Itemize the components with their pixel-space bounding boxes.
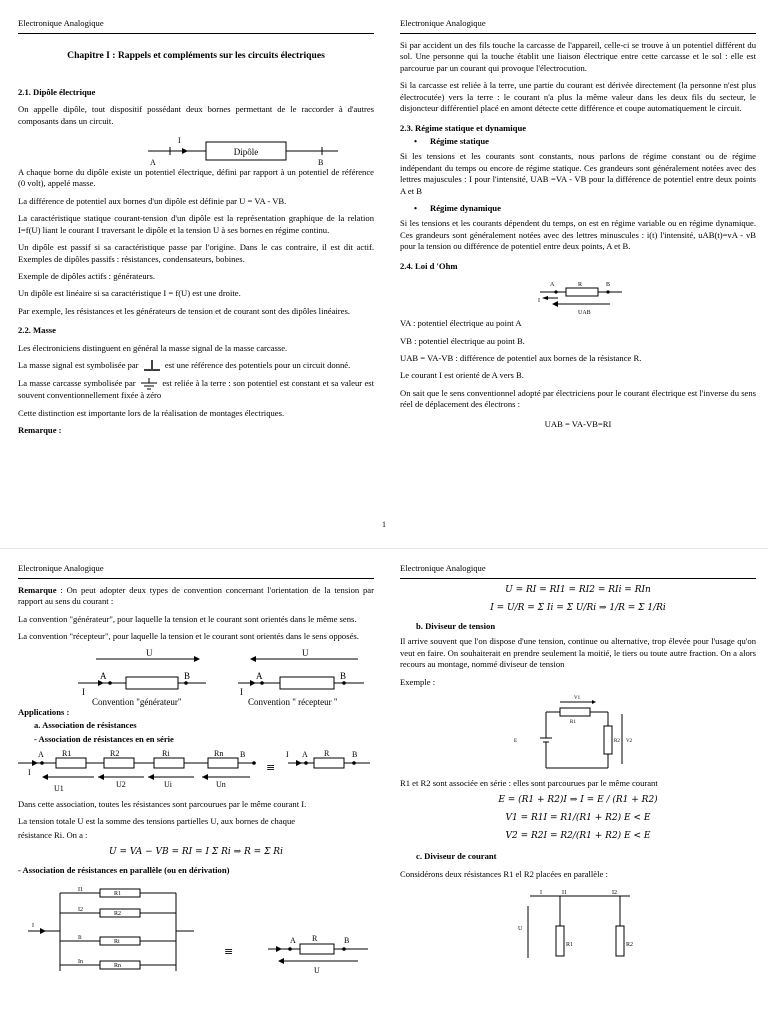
node-b-label: B — [184, 670, 191, 681]
node-b-label: B — [606, 282, 611, 289]
resistor-r-label: R — [312, 933, 318, 943]
running-header: Electronique Analogique — [400, 18, 756, 34]
current-i2-label: I2 — [612, 890, 617, 897]
voltage-v1-label: V1 — [574, 696, 581, 702]
bullet-heading: • Régime statique — [400, 136, 756, 147]
signal-ground-icon — [141, 360, 163, 372]
subsection-heading: - Association de résistances en en série — [34, 733, 174, 744]
resistor-r2-label: R2 — [114, 910, 122, 917]
voltage-label: UAB — [578, 310, 591, 317]
node-a-label: A — [150, 158, 156, 168]
resistor-r1-label: R1 — [62, 748, 72, 758]
voltage-u2-label: U2 — [116, 779, 126, 789]
current-label: I — [240, 686, 243, 697]
paragraph: Si par accident un des fils touche la carcasse de l'appareil, celle-ci se trouve à un potentiel différent du sol. Une personne qui la touche établit une liaison électrique entre cette carcasse et le sol : elle est parcourue par un courant qui provoque l'électrocution. — [400, 40, 756, 73]
running-header: Electronique Analogique — [400, 563, 756, 579]
subsection-heading: b. Diviseur de tension — [416, 620, 496, 631]
applications-label: Applications : — [18, 706, 70, 717]
paragraph: Si la carcasse est reliée à la terre, une partie du courant est dérivée directement (la personne n'est plus électrocutée) vers la terre : le courant n'a plus la même valeur dans les deux fils du secteur, le disjoncteur différentiel placé en amont détecte cette différence et coupe automatiquement le circuit. — [400, 80, 756, 114]
formula-series: U = VA − VB = RI = I Σ Ri ⇒ R = Σ Ri — [109, 847, 283, 858]
paragraph: Cette distinction est importante lors de la réalisation de montages électriques. — [18, 407, 285, 418]
running-header: Electronique Analogique — [18, 563, 374, 579]
paragraph: On appelle dipôle, tout dispositif possédant deux bornes permettant de le raccorder à d'autres composants dans un circuit. — [18, 104, 374, 126]
node-a-label: A — [100, 670, 107, 681]
current-i1-label: I1 — [562, 890, 567, 897]
chapter-title: Chapitre I : Rappels et compléments sur les circuits électriques — [67, 50, 325, 61]
paragraph: A chaque borne du dipôle existe un potentiel électrique, défini par rapport à un potentiel de référence (0 volt), appelé masse. — [18, 167, 374, 189]
section-heading: 2.4. Loi d 'Ohm — [400, 260, 458, 271]
node-a-label: A — [290, 935, 296, 945]
current-label: I — [32, 922, 34, 929]
section-heading: 2.2. Masse — [18, 325, 56, 336]
parallel-diagram — [18, 885, 374, 975]
paragraph: Si les tensions et les courants sont constants, nous parlons de régime constant ou de régime indépendant du temps ou encore de régime statique. Ces grandeurs sont généralement notées avec des lettres majuscules : I pour l'intensité, UAB =VA - VB pour la différence de potentiel entre deux points A et B — [400, 151, 756, 196]
node-b-label: B — [318, 158, 324, 168]
resistor-r1-label: R1 — [114, 890, 122, 897]
formula-parallel-1: U = RI = RI1 = RI2 = RIi = RIn — [505, 585, 651, 595]
paragraph: La tension totale U est la somme des tensions partielles U, aux bornes de chaque — [18, 816, 296, 827]
ohm-diagram — [400, 278, 756, 318]
section-heading: 2.1. Dipôle électrique — [18, 86, 96, 97]
current-label: I — [286, 749, 289, 759]
current-label: I — [538, 298, 540, 305]
paragraph: R1 et R2 sont associée en série : elles sont parcourues par le même courant — [400, 778, 658, 789]
paragraph: La convention "récepteur", pour laquelle la tension et le courant sont orientés dans le sens opposés. — [18, 631, 359, 642]
page2-right-column — [400, 549, 756, 966]
earth-ground-icon — [138, 378, 160, 390]
paragraph-remarque — [18, 585, 374, 608]
current-label: I — [178, 136, 181, 146]
paragraph: Dans cette association, toutes les résistances sont parcourues par le même courant I. — [18, 798, 307, 809]
resistor-r-label: R — [324, 748, 330, 758]
formula-divider-3: V2 = R2I = R2/(R1 + R2) E < E — [505, 831, 651, 842]
voltage-u1-label: U1 — [54, 783, 64, 793]
subsection-heading: a. Association de résistances — [34, 720, 137, 731]
voltage-label: U — [146, 648, 153, 658]
paragraph: Il arrive souvent que l'on dispose d'une tension, continue ou alternative, trop élevée pour l'usage qu'on veut en faire. On souhaiterait en prendre seulement la moitié, le tiers ou toute autre fraction. On a alors recours au montage, nommé diviseur de tension — [400, 636, 756, 670]
paragraph: Considérons deux résistances R1 el R2 placées en parallèle : — [400, 868, 608, 879]
current-i2-label: I2 — [78, 906, 83, 913]
bullet-heading: • Régime dynamique — [400, 203, 756, 214]
paragraph: Si les tensions et les courants dépendent du temps, on est en régime variable ou en régime dynamique. Ces grandeurs sont généralement notées avec des lettres minuscules : i(t) l'intensité, uAB(t)=vA - vB pour la tension ou différence de potentiel entre deux points, A et B. — [400, 218, 756, 252]
paragraph-masse-signal — [18, 360, 374, 372]
caption-recepteur: Convention " récepteur " — [248, 696, 338, 707]
node-a-label: A — [256, 670, 263, 681]
source-e-label: E — [514, 739, 518, 745]
node-a-label: A — [38, 749, 44, 759]
paragraph: Le courant I est orienté de A vers B. — [400, 370, 524, 381]
caption-generateur: Convention "générateur" — [92, 696, 182, 707]
text: La masse carcasse symbolisée par — [18, 378, 136, 389]
paragraph-masse-carcasse — [18, 378, 374, 401]
paragraph: VA : potentiel électrique au point A — [400, 318, 522, 329]
page-number: 1 — [382, 520, 386, 529]
page1-left-column — [18, 0, 374, 442]
resistor-r2-label: R2 — [110, 748, 120, 758]
remarque-label: Remarque : — [18, 424, 62, 435]
current-label: I — [28, 767, 31, 777]
page-2 — [0, 548, 768, 1024]
node-b-label: B — [340, 670, 347, 681]
subsection-heading: - Association de résistances en parallèle (ou en dérivation) — [18, 865, 230, 876]
node-b-label: B — [352, 749, 358, 759]
resistor-r1-label: R1 — [566, 942, 574, 949]
equivalence-symbol: ≡ — [266, 760, 276, 774]
page1-right-column — [400, 0, 756, 436]
resistor-label: R — [578, 282, 583, 289]
subsection-heading: c. Diviseur de courant — [416, 851, 497, 862]
voltage-un-label: Un — [216, 779, 226, 789]
running-header: Electronique Analogique — [18, 18, 374, 34]
formula-divider-2: V1 = R1I = R1/(R1 + R2) E < E — [505, 813, 651, 824]
dipole-diagram — [18, 133, 374, 167]
voltage-label: U — [314, 965, 320, 975]
node-b-label: B — [240, 749, 246, 759]
resistor-r1-label: R1 — [570, 720, 576, 726]
resistor-r2-label: R2 — [614, 739, 620, 745]
current-in-label: In — [78, 958, 83, 965]
paragraph: Exemple : — [400, 676, 436, 687]
voltage-label: U — [302, 648, 309, 658]
paragraph: VB : potentiel électrique au point B. — [400, 335, 525, 346]
text: est une référence des potentiels pour un circuit donné. — [164, 360, 351, 371]
voltage-v2-label: V2 — [626, 739, 633, 745]
node-b-label: B — [344, 935, 350, 945]
formula-ohm: UAB = VA-VB=RI — [544, 418, 612, 429]
paragraph: Exemple de dipôles actifs : générateurs. — [18, 270, 155, 281]
paragraph: La différence de potentiel aux bornes d'un dipôle est définie par U = VA - VB. — [18, 195, 287, 206]
page2-left-column — [18, 549, 374, 975]
node-a-label: A — [302, 749, 308, 759]
node-a-label: A — [550, 282, 555, 289]
current-divider-diagram — [400, 886, 756, 966]
resistor-ri-label: Ri — [162, 748, 170, 758]
text: : On peut adopter deux types de convention concernant l'orientation de la tension par rapport au sens du courant : — [18, 585, 374, 607]
paragraph: Par exemple, les résistances et les générateurs de tension et de courant sont des dipôles linéaires. — [18, 305, 350, 316]
resistor-ri-label: Ri — [114, 938, 120, 945]
remarque-label: Remarque — [18, 585, 57, 595]
current-i1-label: I1 — [78, 886, 83, 893]
paragraph: UAB = VA-VB : différence de potentiel aux bornes de la résistance R. — [400, 353, 642, 364]
paragraph: Un dipôle est linéaire si sa caractéristique I = f(U) est une droite. — [18, 288, 241, 299]
dipole-label: Dipôle — [233, 147, 259, 158]
text: est reliée à la terre : son potentiel est constant et sa valeur est souvent conventionnellement fixée à zéro — [18, 378, 374, 401]
equivalence-symbol: ≡ — [224, 944, 234, 958]
voltage-divider-diagram — [400, 694, 756, 778]
paragraph: Un dipôle est passif si sa caractéristique passe par l'origine. Dans le cas contraire, il est dit actif. Exemples de dipôles passifs : résistances, condensateurs, bobines. — [18, 242, 374, 264]
paragraph: La convention "générateur", pour laquelle la tension et le courant sont orientés dans le même sens. — [18, 613, 357, 624]
paragraph: On sait que le sens conventionnel adopté par électriciens pour le courant électrique est l'inverse du sens réel de déplacement des électrons : — [400, 387, 756, 410]
resistor-rn-label: Rn — [114, 962, 122, 969]
section-heading: 2.3. Régime statique et dynamique — [400, 122, 527, 133]
resistor-rn-label: Rn — [214, 748, 224, 758]
paragraph: Les électroniciens distinguent en général la masse signal de la masse carcasse. — [18, 342, 288, 353]
convention-diagram — [18, 649, 374, 707]
text: La masse signal est symbolisée par — [18, 360, 139, 371]
current-label: I — [540, 890, 542, 897]
current-ii-label: Ii — [78, 934, 82, 941]
resistor-r2-label: R2 — [626, 942, 634, 949]
formula-divider-1: E = (R1 + R2)I ⇒ I = E / (R1 + R2) — [498, 795, 658, 806]
voltage-ui-label: Ui — [164, 779, 172, 789]
current-label: I — [82, 686, 85, 697]
series-diagram — [18, 747, 374, 795]
paragraph: résistance Ri. On a : — [18, 829, 88, 840]
voltage-label: U — [518, 926, 523, 933]
formula-parallel-2: I = U/R = Σ Ii = Σ U/Ri ⇒ 1/R = Σ 1/Ri — [490, 602, 666, 613]
paragraph: La caractéristique statique courant-tension d'un dipôle est la représentation graphique de la relation I=f(U) liant le courant I traversant le dipôle et la tension U à ses bornes en régime continu. — [18, 213, 374, 235]
